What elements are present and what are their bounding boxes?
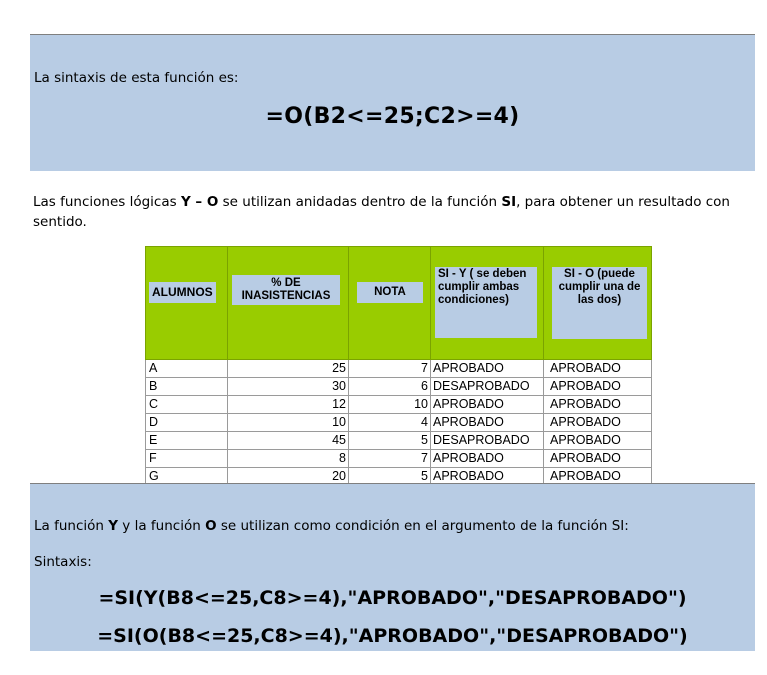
- formula-si-o: =SI(O(B8<=25,C8>=4),"APROBADO","DESAPROBADO"): [97, 625, 688, 647]
- syntax-panel: [30, 34, 755, 171]
- formula-si-y: =SI(Y(B8<=25,C8>=4),"APROBADO","DESAPROBADO"): [98, 587, 687, 609]
- cell-nota: 5: [349, 468, 431, 486]
- cell-si-o: APROBADO: [544, 432, 652, 450]
- cell-inasistencias: 45: [228, 432, 349, 450]
- grades-table-wrapper: [145, 246, 652, 486]
- para-text-3: , para obtener un resultado con sentido.: [33, 194, 730, 230]
- header-cell-alumnos: [146, 247, 228, 360]
- header-alumnos: ALUMNOS: [149, 282, 216, 303]
- cell-si-o: APROBADO: [544, 414, 652, 432]
- cell-inasistencias: 30: [228, 378, 349, 396]
- formula-o: =O(B2<=25;C2>=4): [265, 104, 520, 129]
- cell-nota: 10: [349, 396, 431, 414]
- cell-si-y: APROBADO: [431, 468, 544, 486]
- cell-alumno: C: [146, 396, 228, 414]
- header-cell-inasistencias: [228, 247, 349, 360]
- cond-bold-y: Y: [108, 518, 119, 534]
- cell-si-y: APROBADO: [431, 450, 544, 468]
- cell-nota: 5: [349, 432, 431, 450]
- cell-inasistencias: 8: [228, 450, 349, 468]
- para-bold-2: SI: [501, 194, 517, 210]
- header-nota: NOTA: [357, 282, 423, 303]
- cell-si-y: APROBADO: [431, 414, 544, 432]
- table-row: [146, 450, 652, 468]
- table-header-row: [146, 247, 652, 360]
- table-row: [146, 396, 652, 414]
- cell-inasistencias: 10: [228, 414, 349, 432]
- cond-text-3: se utilizan como condición en el argumento de la función SI:: [216, 518, 629, 534]
- cell-nota: 4: [349, 414, 431, 432]
- cell-alumno: A: [146, 360, 228, 378]
- cell-si-o: APROBADO: [544, 450, 652, 468]
- cell-si-o: APROBADO: [544, 396, 652, 414]
- cell-si-o: APROBADO: [544, 378, 652, 396]
- cell-si-o: APROBADO: [544, 468, 652, 486]
- cell-alumno: G: [146, 468, 228, 486]
- header-cell-nota: [349, 247, 431, 360]
- header-si-y: SI - Y ( se deben cumplir ambas condiciones): [435, 267, 537, 338]
- cell-si-y: DESAPROBADO: [431, 378, 544, 396]
- cell-alumno: E: [146, 432, 228, 450]
- table-row: [146, 414, 652, 432]
- cell-inasistencias: 20: [228, 468, 349, 486]
- para-text-1: Las funciones lógicas: [33, 194, 181, 210]
- cell-inasistencias: 12: [228, 396, 349, 414]
- grades-table: [145, 246, 652, 486]
- cond-bold-o: O: [205, 518, 217, 534]
- cond-text-1: La función: [34, 518, 109, 534]
- table-row: [146, 378, 652, 396]
- header-inasistencias: % DE INASISTENCIAS: [232, 275, 340, 305]
- cond-text-2: y la función: [118, 518, 206, 534]
- cell-si-o: APROBADO: [544, 360, 652, 378]
- cell-nota: 7: [349, 360, 431, 378]
- sintaxis-label: Sintaxis:: [34, 554, 92, 570]
- header-cell-si-y: [431, 247, 544, 360]
- condition-panel: [30, 483, 755, 651]
- header-si-o: SI - O (puede cumplir una de las dos): [552, 267, 647, 339]
- cell-nota: 6: [349, 378, 431, 396]
- cell-alumno: F: [146, 450, 228, 468]
- table-row: [146, 360, 652, 378]
- header-cell-si-o: [544, 247, 652, 360]
- condition-text: [34, 518, 629, 534]
- para-text-2: se utilizan anidadas dentro de la función: [218, 194, 502, 210]
- cell-si-y: DESAPROBADO: [431, 432, 544, 450]
- cell-alumno: B: [146, 378, 228, 396]
- cell-si-y: APROBADO: [431, 396, 544, 414]
- para-bold-1: Y – O: [180, 194, 219, 210]
- intro-paragraph: [33, 192, 733, 232]
- cell-inasistencias: 25: [228, 360, 349, 378]
- syntax-label: La sintaxis de esta función es:: [34, 70, 239, 86]
- cell-alumno: D: [146, 414, 228, 432]
- cell-nota: 7: [349, 450, 431, 468]
- cell-si-y: APROBADO: [431, 360, 544, 378]
- table-row: [146, 432, 652, 450]
